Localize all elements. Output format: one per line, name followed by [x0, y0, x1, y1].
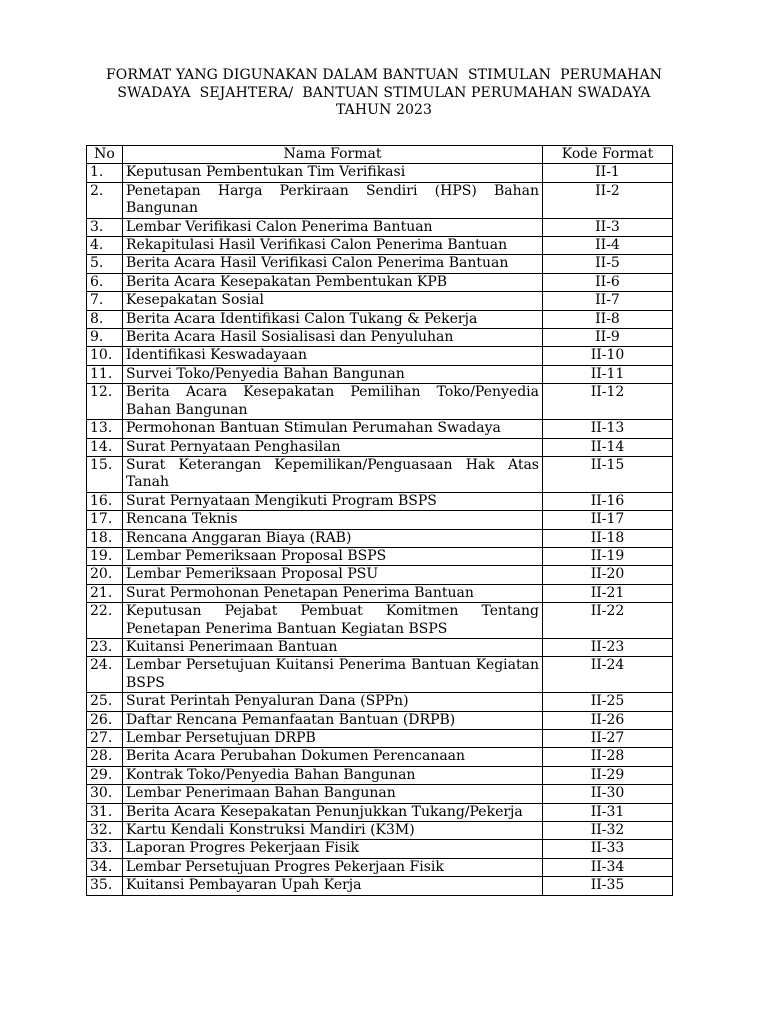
table-row — [87, 584, 673, 602]
table-row — [87, 492, 673, 510]
cell-no: 35. — [87, 877, 123, 895]
cell-no: 23. — [87, 638, 123, 656]
cell-nama-format: Kartu Kendali Konstruksi Mandiri (K3M) — [123, 822, 543, 840]
table-row — [87, 384, 673, 420]
cell-no: 10. — [87, 347, 123, 365]
cell-no: 3. — [87, 218, 123, 236]
cell-nama-format: Surat Pernyataan Penghasilan — [123, 438, 543, 456]
table-row — [87, 438, 673, 456]
cell-nama-format: Berita Acara Perubahan Dokumen Perencanaan — [123, 748, 543, 766]
cell-no: 13. — [87, 420, 123, 438]
cell-no: 24. — [87, 657, 123, 693]
header-no: No — [87, 146, 123, 164]
cell-no: 26. — [87, 711, 123, 729]
cell-kode-format: II-2 — [543, 182, 673, 218]
table-row — [87, 255, 673, 273]
table-row — [87, 420, 673, 438]
cell-kode-format: II-13 — [543, 420, 673, 438]
cell-nama-format: Berita Acara Kesepakatan Pembentukan KPB — [123, 273, 543, 291]
cell-kode-format: II-31 — [543, 803, 673, 821]
cell-nama-format: Kontrak Toko/Penyedia Bahan Bangunan — [123, 766, 543, 784]
table-row — [87, 566, 673, 584]
cell-kode-format: II-4 — [543, 237, 673, 255]
cell-nama-format: Berita Acara Identifikasi Calon Tukang & Pekerja — [123, 310, 543, 328]
cell-nama-format: Surat Keterangan Kepemilikan/Penguasaan Hak Atas Tanah — [123, 456, 543, 492]
cell-kode-format: II-27 — [543, 730, 673, 748]
cell-nama-format: Daftar Rencana Pemanfaatan Bantuan (DRPB) — [123, 711, 543, 729]
cell-no: 21. — [87, 584, 123, 602]
cell-kode-format: II-6 — [543, 273, 673, 291]
cell-nama-format: Kuitansi Pembayaran Upah Kerja — [123, 877, 543, 895]
table-row — [87, 766, 673, 784]
cell-nama-format: Surat Pernyataan Mengikuti Program BSPS — [123, 492, 543, 510]
table-row — [87, 858, 673, 876]
cell-kode-format: II-15 — [543, 456, 673, 492]
table-row — [87, 711, 673, 729]
cell-kode-format: II-17 — [543, 511, 673, 529]
cell-no: 8. — [87, 310, 123, 328]
table-row — [87, 547, 673, 565]
cell-no: 14. — [87, 438, 123, 456]
cell-no: 27. — [87, 730, 123, 748]
table-row — [87, 730, 673, 748]
cell-nama-format: Penetapan Harga Perkiraan Sendiri (HPS) Bahan Bangunan — [123, 182, 543, 218]
table-row — [87, 529, 673, 547]
cell-kode-format: II-3 — [543, 218, 673, 236]
cell-no: 2. — [87, 182, 123, 218]
table-row — [87, 365, 673, 383]
cell-nama-format: Berita Acara Hasil Sosialisasi dan Penyuluhan — [123, 329, 543, 347]
cell-no: 4. — [87, 237, 123, 255]
cell-no: 20. — [87, 566, 123, 584]
table-row — [87, 292, 673, 310]
table-row — [87, 803, 673, 821]
cell-nama-format: Berita Acara Hasil Verifikasi Calon Penerima Bantuan — [123, 255, 543, 273]
cell-nama-format: Keputusan Pembentukan Tim Verifikasi — [123, 164, 543, 182]
cell-no: 22. — [87, 603, 123, 639]
table-row — [87, 638, 673, 656]
cell-kode-format: II-9 — [543, 329, 673, 347]
cell-nama-format: Surat Perintah Penyaluran Dana (SPPn) — [123, 693, 543, 711]
cell-kode-format: II-14 — [543, 438, 673, 456]
cell-no: 32. — [87, 822, 123, 840]
table-row — [87, 237, 673, 255]
header-name: Nama Format — [123, 146, 543, 164]
table-header-row — [87, 146, 673, 164]
cell-no: 16. — [87, 492, 123, 510]
cell-kode-format: II-25 — [543, 693, 673, 711]
cell-kode-format: II-8 — [543, 310, 673, 328]
cell-kode-format: II-30 — [543, 785, 673, 803]
cell-kode-format: II-24 — [543, 657, 673, 693]
cell-no: 18. — [87, 529, 123, 547]
table-row — [87, 748, 673, 766]
cell-nama-format: Laporan Progres Pekerjaan Fisik — [123, 840, 543, 858]
cell-nama-format: Lembar Pemeriksaan Proposal PSU — [123, 566, 543, 584]
cell-no: 1. — [87, 164, 123, 182]
table-row — [87, 273, 673, 291]
table-row — [87, 603, 673, 639]
cell-nama-format: Keputusan Pejabat Pembuat Komitmen Tentang Penetapan Penerima Bantuan Kegiatan BSPS — [123, 603, 543, 639]
cell-nama-format: Lembar Persetujuan Progres Pekerjaan Fisik — [123, 858, 543, 876]
cell-kode-format: II-20 — [543, 566, 673, 584]
cell-no: 30. — [87, 785, 123, 803]
cell-kode-format: II-23 — [543, 638, 673, 656]
cell-kode-format: II-22 — [543, 603, 673, 639]
table-row — [87, 511, 673, 529]
cell-nama-format: Rencana Anggaran Biaya (RAB) — [123, 529, 543, 547]
cell-nama-format: Permohonan Bantuan Stimulan Perumahan Swadaya — [123, 420, 543, 438]
title-line-2: SWADAYA SEJAHTERA/ BANTUAN STIMULAN PERUMAHAN SWADAYA — [117, 84, 651, 101]
title-line-1: FORMAT YANG DIGUNAKAN DALAM BANTUAN STIMULAN PERUMAHAN — [105, 67, 663, 83]
cell-kode-format: II-10 — [543, 347, 673, 365]
cell-kode-format: II-33 — [543, 840, 673, 858]
cell-nama-format: Lembar Persetujuan DRPB — [123, 730, 543, 748]
table-row — [87, 840, 673, 858]
table-row — [87, 657, 673, 693]
cell-no: 17. — [87, 511, 123, 529]
cell-kode-format: II-26 — [543, 711, 673, 729]
cell-no: 19. — [87, 547, 123, 565]
cell-nama-format: Lembar Persetujuan Kuitansi Penerima Bantuan Kegiatan BSPS — [123, 657, 543, 693]
page-title — [0, 67, 768, 120]
cell-nama-format: Surat Permohonan Penetapan Penerima Bantuan — [123, 584, 543, 602]
cell-no: 5. — [87, 255, 123, 273]
cell-no: 9. — [87, 329, 123, 347]
cell-kode-format: II-7 — [543, 292, 673, 310]
table-row — [87, 785, 673, 803]
cell-kode-format: II-16 — [543, 492, 673, 510]
cell-kode-format: II-11 — [543, 365, 673, 383]
format-table — [86, 145, 673, 896]
cell-kode-format: II-1 — [543, 164, 673, 182]
cell-nama-format: Lembar Pemeriksaan Proposal BSPS — [123, 547, 543, 565]
cell-no: 25. — [87, 693, 123, 711]
title-line-3: TAHUN 2023 — [335, 102, 433, 118]
table-row — [87, 329, 673, 347]
cell-kode-format: II-19 — [543, 547, 673, 565]
cell-kode-format: II-18 — [543, 529, 673, 547]
cell-nama-format: Identifikasi Keswadayaan — [123, 347, 543, 365]
table-row — [87, 347, 673, 365]
cell-kode-format: II-28 — [543, 748, 673, 766]
table-body — [87, 164, 673, 895]
cell-kode-format: II-34 — [543, 858, 673, 876]
cell-no: 6. — [87, 273, 123, 291]
cell-kode-format: II-21 — [543, 584, 673, 602]
cell-nama-format: Rencana Teknis — [123, 511, 543, 529]
cell-nama-format: Lembar Penerimaan Bahan Bangunan — [123, 785, 543, 803]
cell-kode-format: II-12 — [543, 384, 673, 420]
cell-nama-format: Berita Acara Kesepakatan Penunjukkan Tukang/Pekerja — [123, 803, 543, 821]
cell-nama-format: Kuitansi Penerimaan Bantuan — [123, 638, 543, 656]
table-row — [87, 693, 673, 711]
cell-nama-format: Lembar Verifikasi Calon Penerima Bantuan — [123, 218, 543, 236]
cell-no: 33. — [87, 840, 123, 858]
cell-no: 11. — [87, 365, 123, 383]
cell-nama-format: Berita Acara Kesepakatan Pemilihan Toko/Penyedia Bahan Bangunan — [123, 384, 543, 420]
cell-no: 15. — [87, 456, 123, 492]
table-row — [87, 456, 673, 492]
table-row — [87, 218, 673, 236]
cell-no: 28. — [87, 748, 123, 766]
table-row — [87, 182, 673, 218]
cell-kode-format: II-32 — [543, 822, 673, 840]
cell-nama-format: Kesepakatan Sosial — [123, 292, 543, 310]
table-row — [87, 822, 673, 840]
cell-no: 12. — [87, 384, 123, 420]
cell-kode-format: II-35 — [543, 877, 673, 895]
cell-no: 7. — [87, 292, 123, 310]
header-kode: Kode Format — [543, 146, 673, 164]
cell-kode-format: II-29 — [543, 766, 673, 784]
table-row — [87, 164, 673, 182]
cell-no: 31. — [87, 803, 123, 821]
table-row — [87, 310, 673, 328]
cell-nama-format: Rekapitulasi Hasil Verifikasi Calon Penerima Bantuan — [123, 237, 543, 255]
cell-no: 34. — [87, 858, 123, 876]
cell-no: 29. — [87, 766, 123, 784]
cell-kode-format: II-5 — [543, 255, 673, 273]
cell-nama-format: Survei Toko/Penyedia Bahan Bangunan — [123, 365, 543, 383]
table-row — [87, 877, 673, 895]
